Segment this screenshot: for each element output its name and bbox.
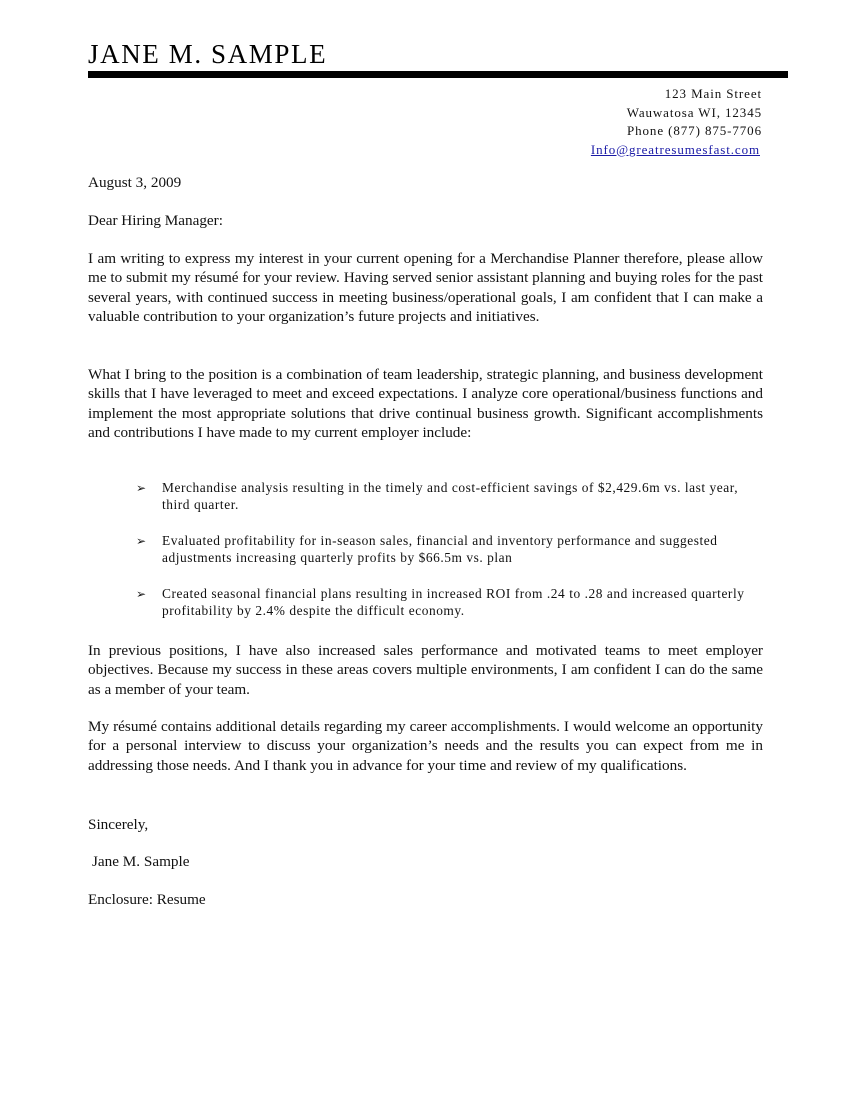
arrowhead-bullet-icon: ➢ bbox=[136, 587, 147, 601]
paragraph-skills: What I bring to the position is a combination of team leadership, strategic planning, and business development skills that I have leveraged to meet and exceed expectations. I analyze core operational/business functions and implement the most appropriate solutions that drive continual business growth. Significant accomplishments and contributions I have made to my current employer include: bbox=[88, 366, 763, 441]
bullet-text: Merchandise analysis resulting in the timely and cost-efficient savings of $2,429.6m vs. last year, third quarter. bbox=[162, 480, 739, 512]
header-rule-divider bbox=[88, 71, 788, 78]
paragraph-previous-positions: In previous positions, I have also increased sales performance and motivated teams to meet employer objectives. Because my success in these areas covers multiple environments, I am confident I can do the same as a member of your team. bbox=[88, 642, 763, 698]
enclosure-note: Enclosure: Resume bbox=[88, 891, 206, 908]
contact-street: 123 Main Street bbox=[664, 86, 762, 101]
contact-block bbox=[591, 85, 762, 159]
bullet-text: Created seasonal financial plans resulting in increased ROI from .24 to .28 and increased quarterly profitability by 2.4% despite the difficult economy. bbox=[162, 586, 745, 618]
letter-date: August 3, 2009 bbox=[88, 174, 182, 191]
list-item bbox=[136, 480, 756, 513]
contact-phone: Phone (877) 875-7706 bbox=[627, 123, 762, 138]
list-item bbox=[136, 586, 756, 619]
paragraph-closing-request: My résumé contains additional details regarding my career accomplishments. I would welcome an opportunity for a personal interview to discuss your organization’s needs and the results you can expect from me in addressing those needs. And I thank you in advance for your time and review of my qualifications. bbox=[88, 718, 763, 774]
applicant-name-heading: JANE M. SAMPLE bbox=[88, 39, 328, 69]
contact-email-link[interactable]: Info@greatresumesfast.com bbox=[590, 141, 760, 157]
accomplishments-list bbox=[136, 480, 756, 639]
closing-line: Sincerely, bbox=[88, 816, 149, 833]
signature-name: Jane M. Sample bbox=[92, 853, 190, 870]
contact-city: Wauwatosa WI, 12345 bbox=[626, 104, 762, 120]
salutation: Dear Hiring Manager: bbox=[88, 212, 223, 229]
list-item bbox=[136, 533, 756, 566]
bullet-text: Evaluated profitability for in-season sales, financial and inventory performance and suggested adjustments increasing quarterly profits by $66.5m vs. plan bbox=[162, 533, 718, 565]
arrowhead-bullet-icon: ➢ bbox=[136, 534, 147, 548]
arrowhead-bullet-icon: ➢ bbox=[136, 481, 147, 495]
paragraph-intro: I am writing to express my interest in your current opening for a Merchandise Planner therefore, please allow me to submit my résumé for your review. Having served senior assistant planning and buying roles for the past several years, with continued success in meeting business/operational goals, I am confident that I can make a valuable contribution to your organization’s future projects and initiatives. bbox=[88, 250, 763, 325]
